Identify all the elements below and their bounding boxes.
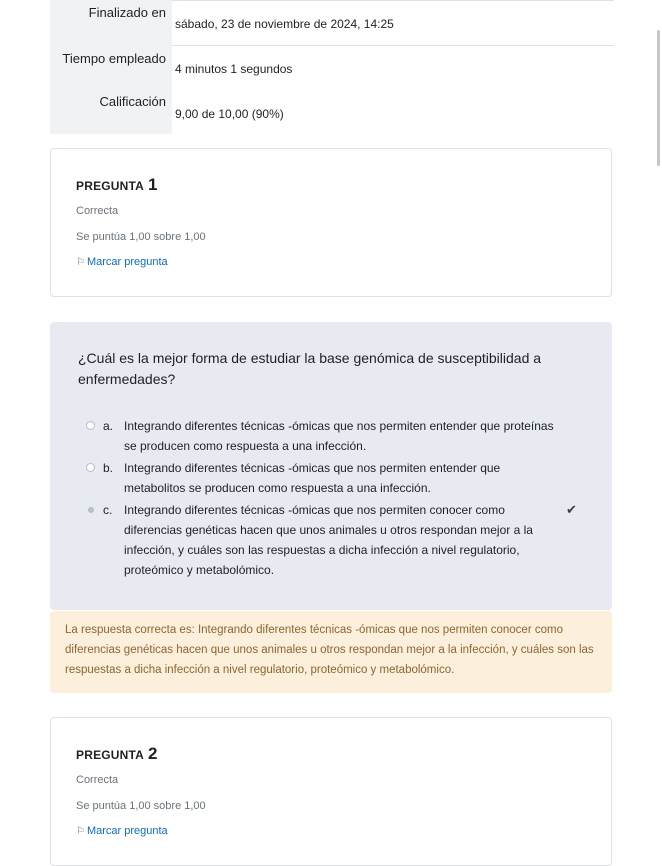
question-number: 2 <box>148 744 158 763</box>
question-grade: Se puntúa 1,00 sobre 1,00 <box>76 800 206 812</box>
question-number: 1 <box>148 175 158 194</box>
radio-option-c[interactable] <box>88 507 94 513</box>
time-label: Tiempo empleado <box>50 45 172 90</box>
summary-row-time <box>50 45 614 90</box>
question-2-info <box>50 717 612 866</box>
answer-letter: a. <box>103 419 114 433</box>
question-heading-label: PREGUNTA <box>76 748 145 762</box>
flag-question-label: Marcar pregunta <box>86 256 168 268</box>
answer-option-a[interactable] <box>86 416 566 456</box>
question-grade: Se puntúa 1,00 sobre 1,00 <box>76 231 206 243</box>
question-2-heading <box>76 744 158 764</box>
question-heading-label: PREGUNTA <box>76 179 145 193</box>
answer-text: Integrando diferentes técnicas -ómicas que nos permiten entender que metabolitos se producen como respuesta a una infección. <box>124 461 501 495</box>
feedback-text: La respuesta correcta es: Integrando diferentes técnicas -ómicas que nos permiten conocer como diferencias genéticas hacen que unos animales u otros respondan mejor a la infección, y cuáles son las respuestas a dicha infección a nivel regulatorio, proteómico y metabolómico. <box>65 624 594 676</box>
question-1-heading <box>76 175 158 195</box>
flag-icon: ⚐ <box>76 257 85 268</box>
grade-label: Calificación <box>50 90 172 134</box>
finished-value: sábado, 23 de noviembre de 2024, 14:25 <box>172 0 614 45</box>
radio-option-b[interactable] <box>86 463 95 472</box>
answer-letter: b. <box>103 461 114 475</box>
correct-check-icon: ✔ <box>566 502 577 517</box>
flag-icon: ⚐ <box>76 826 85 837</box>
summary-row-grade <box>50 90 614 134</box>
radio-option-a[interactable] <box>86 421 95 430</box>
flag-question-label: Marcar pregunta <box>86 825 168 837</box>
flag-question-link[interactable] <box>76 256 168 268</box>
attempt-summary-table <box>50 0 614 134</box>
question-1-info <box>50 148 612 297</box>
answer-text: Integrando diferentes técnicas -ómicas que nos permiten entender que proteínas se producen como respuesta a una infección. <box>124 419 554 453</box>
flag-question-link[interactable] <box>76 825 168 837</box>
question-text: ¿Cuál es la mejor forma de estudiar la base genómica de susceptibilidad a enfermedades? <box>78 350 542 387</box>
summary-row-finished <box>50 0 614 45</box>
answer-option-b[interactable] <box>86 458 566 498</box>
finished-label: Finalizado en <box>50 0 172 45</box>
answer-letter: c. <box>103 503 113 517</box>
answer-text: Integrando diferentes técnicas -ómicas que nos permiten conocer como diferencias genéticas hacen que unos animales u otros respondan mejor a la infección, y cuáles son las respuestas a dicha infección a nivel regulatorio, proteómico y metabolómico. <box>124 503 533 577</box>
correct-answer-feedback <box>50 611 612 693</box>
answer-option-c[interactable] <box>86 500 566 580</box>
question-state: Correcta <box>76 205 119 217</box>
question-1-formulation <box>50 322 612 610</box>
grade-value: 9,00 de 10,00 (90%) <box>175 107 284 121</box>
question-state: Correcta <box>76 774 119 786</box>
time-value: 4 minutos 1 segundos <box>172 45 614 90</box>
scrollbar[interactable] <box>657 30 660 166</box>
